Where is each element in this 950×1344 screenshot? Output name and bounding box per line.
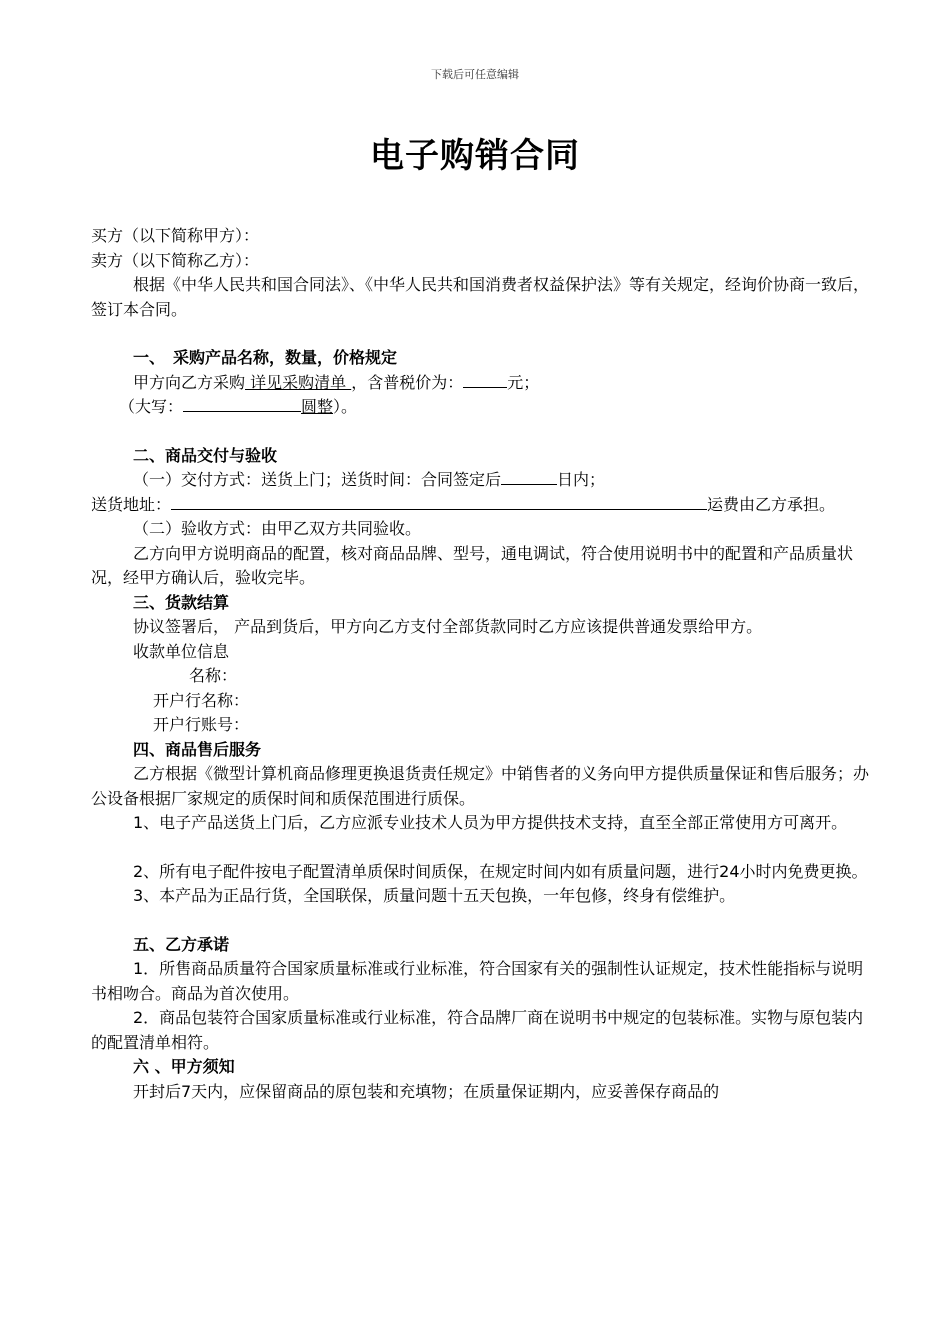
amount-words-line <box>91 395 871 420</box>
contract-body <box>91 224 871 1104</box>
buyer-notice-paragraph: 开封后7天内，应保留商品的原包装和充填物；在质量保证期内，应妥善保存商品的 <box>133 1081 720 1101</box>
payment-paragraph: 协议签署后， 产品到货后，甲方向乙方支付全部货款同时乙方应该提供普通发票给甲方。 <box>133 617 763 636</box>
purchase-list-ref: 详见采购清单 <box>245 372 352 392</box>
after-sales-item-3: 3、本产品为正品行货，全国联保，质量问题十五天包换，一年包修，终身有偿维护。 <box>133 886 736 905</box>
address-blank <box>171 493 707 510</box>
after-sales-paragraph: 乙方根据《微型计算机商品修理更换退货责任规定》中销售者的义务向甲方提供质量保证和售后服务；办公设备根据厂家规定的质保时间和质保范围进行质保。 <box>91 764 870 808</box>
buyer-line: 买方（以下简称甲方）： <box>91 226 260 245</box>
delivery-days-blank <box>501 468 557 485</box>
price-label: ，含普税价为： <box>351 372 464 392</box>
price-unit: 元； <box>507 372 540 392</box>
payee-name-field: 名称： <box>189 666 238 685</box>
acceptance-paragraph: 乙方向甲方说明商品的配置，核对商品品牌、型号，通电调试，符合使用说明书中的配置和产品质量状况，经甲方确认后，验收完毕。 <box>91 543 854 587</box>
amount-words-unit: 圆整 <box>301 397 334 416</box>
section-6-heading: 六 、甲方须知 <box>133 1057 235 1076</box>
section-5-heading: 五、乙方承诺 <box>133 934 230 954</box>
bank-name-field: 开户行名称： <box>153 690 250 710</box>
section-3-heading: 三、货款结算 <box>133 592 230 612</box>
acceptance-line: （二）验收方式：由甲乙双方共同验收。 <box>133 519 422 538</box>
bank-account-field: 开户行账号： <box>153 715 250 734</box>
freight-note: 运费由乙方承担。 <box>707 494 836 514</box>
delivery-text: （一）交付方式：送货上门；送货时间：合同签定后 <box>133 470 502 489</box>
section-2-heading: 二、商品交付与验收 <box>133 445 278 465</box>
price-blank <box>463 371 507 388</box>
header-note: 下载后可任意编辑 <box>431 68 519 81</box>
purchase-text: 甲方向乙方采购 <box>133 372 246 392</box>
amount-words-close: ）。 <box>333 397 358 416</box>
seller-line: 卖方（以下简称乙方）： <box>91 250 260 270</box>
amount-words-label: （大写： <box>119 397 184 416</box>
purchase-line <box>91 371 871 396</box>
section-4-heading: 四、商品售后服务 <box>133 739 262 759</box>
intro-paragraph: 根据《中华人民共和国合同法》、《中华人民共和国消费者权益保护法》等有关规定，经询价协商一致后，签订本合同。 <box>91 275 870 319</box>
payee-info-label: 收款单位信息 <box>133 641 230 661</box>
after-sales-item-2: 2、所有电子配件按电子配置清单质保时间质保，在规定时间内如有质量问题，进行24小时内免费更换。 <box>133 861 868 881</box>
commitment-item-1: 1．所售商品质量符合国家质量标准或行业标准，符合国家有关的强制性认证规定，技术性能指标与说明书相吻合。商品为首次使用。 <box>91 959 864 1003</box>
delivery-line <box>91 468 871 493</box>
address-line <box>91 493 871 518</box>
section-1-heading: 一、 采购产品名称，数量，价格规定 <box>133 348 398 367</box>
after-sales-item-1: 1、电子产品送货上门后，乙方应派专业技术人员为甲方提供技术支持，直至全部正常使用方可离开。 <box>133 813 848 832</box>
address-label: 送货地址： <box>91 494 172 514</box>
document-title: 电子购销合同 <box>370 136 580 176</box>
delivery-days-unit: 日内； <box>557 470 606 489</box>
commitment-item-2: 2．商品包装符合国家质量标准或行业标准，符合品牌厂商在说明书中规定的包装标准。实物与原包装内的配置清单相符。 <box>91 1008 864 1052</box>
amount-words-blank <box>183 395 301 412</box>
